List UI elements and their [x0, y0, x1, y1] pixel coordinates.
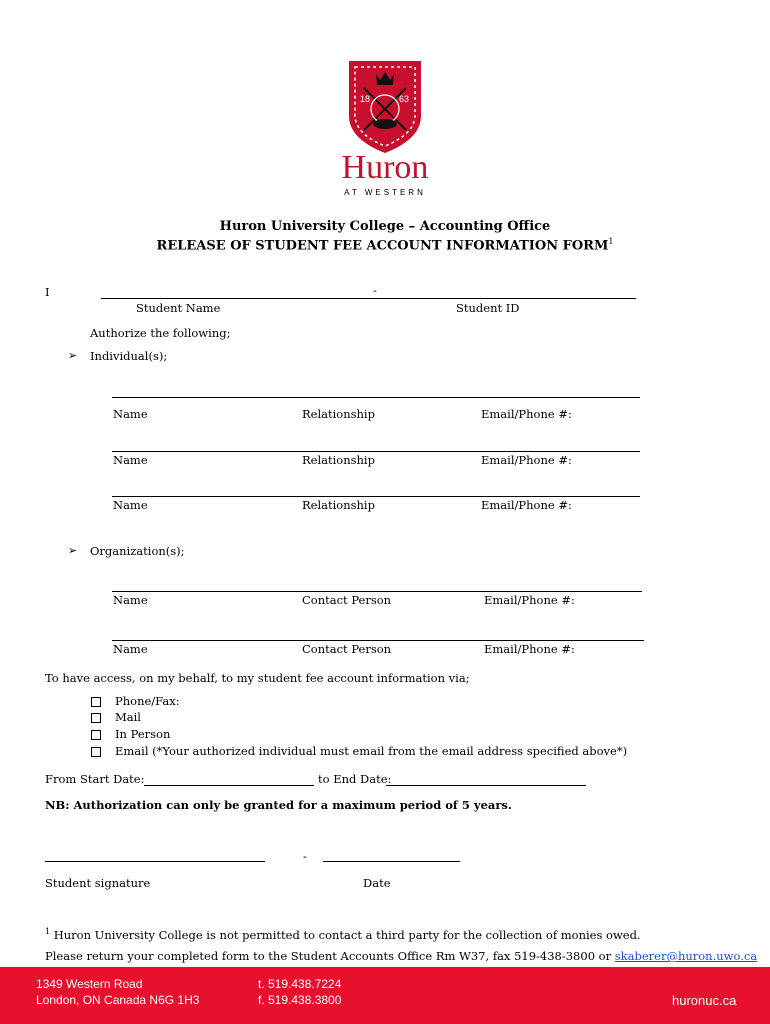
individuals-heading: Individual(s); — [90, 349, 168, 363]
form-heading-line1: Huron University College – Accounting Office — [219, 219, 551, 234]
footnote-text: Huron University College is not permitted to contact a third party for the collection of monies owed. — [53, 927, 641, 942]
individual-3-line[interactable] — [112, 496, 640, 497]
access-option-email[interactable] — [91, 744, 627, 758]
student-separator: - — [373, 283, 377, 297]
shield-icon — [330, 58, 440, 154]
footnote-mark: 1 — [45, 927, 51, 936]
individual-2-line[interactable] — [112, 451, 640, 452]
signature-separator: - — [303, 849, 307, 863]
checkbox-icon[interactable] — [91, 713, 101, 723]
access-option-label: Phone/Fax: — [115, 694, 180, 708]
individual-3-name: Name — [113, 498, 148, 512]
access-option-label: In Person — [115, 727, 171, 741]
logo-year-right: 63 — [399, 94, 410, 104]
footer-address-line1: 1349 Western Road — [36, 977, 143, 991]
logo-brand: Huron — [341, 149, 429, 186]
organization-1-contact-person: Contact Person — [302, 593, 392, 607]
start-date-label: From Start Date: — [45, 772, 145, 786]
organization-2-contact: Email/Phone #: — [484, 642, 575, 656]
organization-1-name: Name — [113, 593, 148, 607]
footnote-ref: 1 — [608, 237, 614, 246]
footer-address-line2: London, ON Canada N6G 1H3 — [36, 993, 200, 1007]
individual-2-relationship: Relationship — [302, 453, 375, 467]
logo-year-left: 18 — [360, 94, 371, 104]
organizations-heading: Organization(s); — [90, 544, 185, 558]
organization-2-name: Name — [113, 642, 148, 656]
logo-tagline: AT WESTERN — [344, 188, 426, 197]
access-option-label: Email (*Your authorized individual must email from the email address specified above*) — [115, 744, 628, 758]
access-option-phone[interactable] — [91, 694, 180, 708]
footer-website[interactable]: huronuc.ca — [672, 993, 737, 1008]
individual-1-contact: Email/Phone #: — [481, 407, 572, 421]
organization-2-line[interactable] — [112, 640, 644, 641]
authorize-text: Authorize the following; — [90, 326, 231, 340]
checkbox-icon[interactable] — [91, 697, 101, 707]
return-text: Please return your completed form to the Student Accounts Office Rm W37, fax 519-438-3800 or — [45, 949, 612, 963]
huron-logo — [330, 58, 440, 198]
individual-1-line[interactable] — [112, 397, 640, 398]
checkbox-icon[interactable] — [91, 747, 101, 757]
footer-phone: t. 519.438.7224 — [258, 977, 342, 991]
signature-line[interactable] — [45, 861, 265, 862]
student-name-label: Student Name — [136, 301, 221, 315]
student-prefix: I — [45, 285, 50, 299]
individual-2-name: Name — [113, 453, 148, 467]
access-option-label: Mail — [115, 710, 141, 724]
form-heading-line2 — [0, 237, 770, 253]
individual-2-contact: Email/Phone #: — [481, 453, 572, 467]
end-date-label: to End Date: — [318, 772, 392, 786]
return-email-link[interactable]: skaberer@huron.uwo.ca — [614, 949, 758, 963]
checkbox-icon[interactable] — [91, 730, 101, 740]
organization-1-contact: Email/Phone #: — [484, 593, 575, 607]
signature-label: Student signature — [45, 876, 151, 890]
individual-3-contact: Email/Phone #: — [481, 498, 572, 512]
return-instructions — [45, 949, 757, 963]
arrow-bullet-icon: ➢ — [68, 349, 78, 362]
authorization-note: NB: Authorization can only be granted for a maximum period of 5 years. — [45, 798, 512, 812]
student-id-label: Student ID — [456, 301, 520, 315]
access-intro: To have access, on my behalf, to my student fee account information via; — [45, 671, 470, 685]
end-date-field[interactable] — [386, 785, 586, 786]
access-option-mail[interactable] — [91, 710, 141, 724]
access-option-in-person[interactable] — [91, 727, 170, 741]
organization-1-line[interactable] — [112, 591, 642, 592]
individual-1-relationship: Relationship — [302, 407, 375, 421]
form-title: RELEASE OF STUDENT FEE ACCOUNT INFORMATION FORM — [156, 238, 609, 254]
date-label: Date — [363, 876, 391, 890]
organization-2-contact-person: Contact Person — [302, 642, 392, 656]
footnote — [45, 927, 641, 942]
individual-1-name: Name — [113, 407, 148, 421]
footer-fax: f. 519.438.3800 — [258, 993, 342, 1007]
start-date-field[interactable] — [144, 785, 314, 786]
footer-bar — [0, 967, 770, 1024]
signature-date-line[interactable] — [323, 861, 460, 862]
arrow-bullet-icon: ➢ — [68, 544, 78, 557]
individual-3-relationship: Relationship — [302, 498, 375, 512]
student-name-line[interactable] — [101, 298, 636, 299]
